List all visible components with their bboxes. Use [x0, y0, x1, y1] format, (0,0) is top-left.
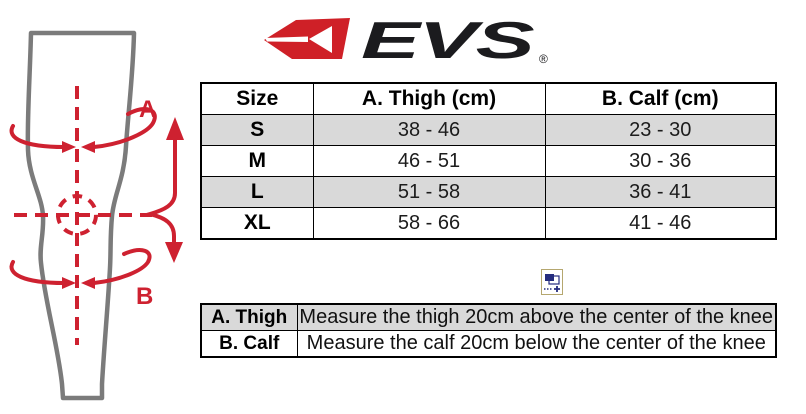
- col-header-size: Size: [201, 83, 313, 115]
- measure-label-calf: B. Calf: [201, 331, 297, 358]
- evs-dart-icon: [264, 18, 350, 59]
- down-arrowhead: [165, 242, 183, 263]
- size-row-l: [201, 177, 776, 208]
- label-a: A: [139, 96, 157, 123]
- size-label: L: [201, 177, 313, 208]
- object-placeholder-icon: [541, 269, 563, 295]
- thigh-circumference-arrow: [12, 109, 155, 147]
- measurement-instructions-table: [200, 303, 777, 358]
- label-b: B: [136, 283, 154, 310]
- size-label: M: [201, 146, 313, 177]
- size-row-s: [201, 115, 776, 146]
- registered-trademark: ®: [539, 52, 548, 66]
- measure-instruction-thigh: Measure the thigh 20cm above the center of the knee: [297, 304, 776, 331]
- col-header-calf: B. Calf (cm): [545, 83, 776, 115]
- size-row-m: [201, 146, 776, 177]
- calf-range: 36 - 41: [545, 177, 776, 208]
- thigh-range: 58 - 66: [313, 208, 545, 240]
- evs-wordmark: EVS: [361, 12, 536, 67]
- measure-row-calf: [201, 331, 776, 358]
- calf-range: 41 - 46: [545, 208, 776, 240]
- calf-range: 23 - 30: [545, 115, 776, 146]
- calf-arrowhead-left: [81, 277, 95, 289]
- size-table: [200, 82, 777, 240]
- col-header-thigh: A. Thigh (cm): [313, 83, 545, 115]
- evs-logo: [262, 11, 554, 67]
- thigh-range: 51 - 58: [313, 177, 545, 208]
- size-label: S: [201, 115, 313, 146]
- calf-circumference-arrow: [12, 250, 150, 283]
- calf-arrowhead-right: [62, 277, 76, 289]
- calf-range: 30 - 36: [545, 146, 776, 177]
- measure-instruction-calf: Measure the calf 20cm below the center of the knee: [297, 331, 776, 358]
- vertical-range-arrow: [150, 137, 175, 245]
- up-arrowhead: [166, 117, 184, 140]
- thigh-arrowhead-left: [81, 141, 95, 153]
- leg-measurement-diagram: [0, 0, 200, 414]
- size-label: XL: [201, 208, 313, 240]
- size-table-header-row: [201, 83, 776, 115]
- thigh-arrowhead-right: [62, 141, 76, 153]
- measure-row-thigh: [201, 304, 776, 331]
- thigh-range: 38 - 46: [313, 115, 545, 146]
- thigh-range: 46 - 51: [313, 146, 545, 177]
- size-row-xl: [201, 208, 776, 240]
- measure-label-thigh: A. Thigh: [201, 304, 297, 331]
